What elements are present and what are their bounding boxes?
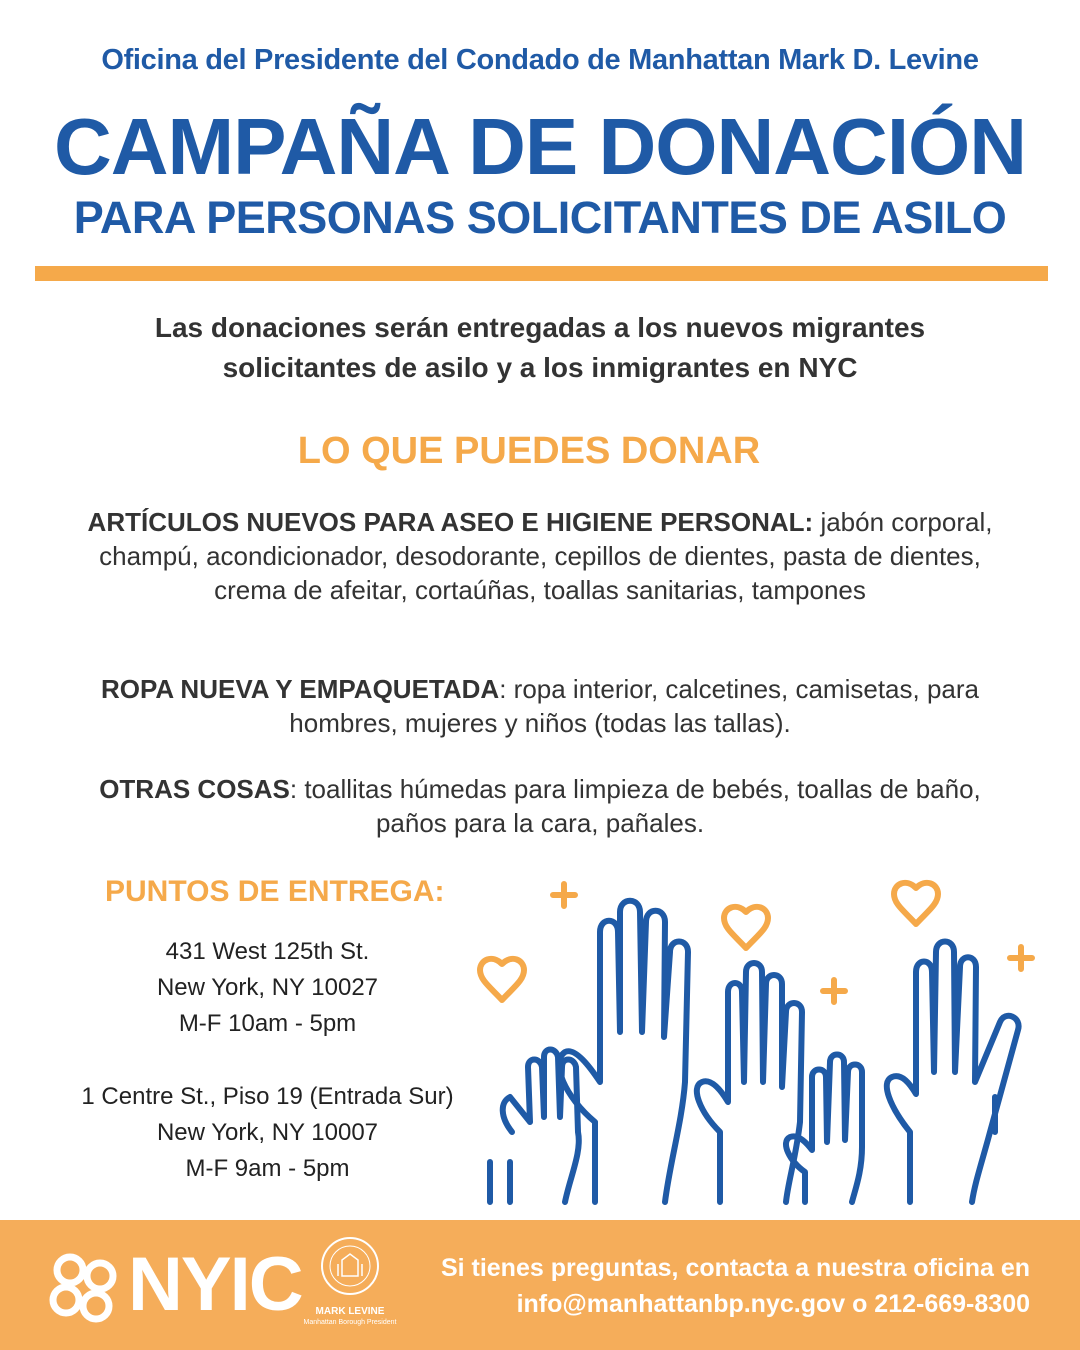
nyic-logo-text: NYIC bbox=[128, 1242, 302, 1327]
seal-title: Manhattan Borough President bbox=[303, 1319, 397, 1326]
donate-item-label: OTRAS COSAS bbox=[99, 774, 290, 804]
location-city: New York, NY 10027 bbox=[156, 974, 379, 1001]
location-city: New York, NY 10007 bbox=[156, 1119, 379, 1146]
donate-item-clothing bbox=[80, 672, 1000, 740]
donate-heading: LO QUE PUEDES DONAR bbox=[297, 430, 761, 472]
donate-item-text: jabón corporal, champú, acondicionador, desodorante, cepillos de dientes, pasta de dientes, crema de afeitar, cortaúñas, toallas sanitarias, tampones bbox=[99, 507, 993, 605]
contact-line-1: Si tienes preguntas, contacta a nuestra oficina en bbox=[440, 1254, 1030, 1282]
plus-icon bbox=[823, 980, 845, 1002]
nyic-logo-icon bbox=[44, 1248, 124, 1328]
intro-line-1: Las donaciones serán entregadas a los nuevos migrantes bbox=[154, 312, 926, 343]
heart-icon bbox=[480, 959, 524, 1000]
plus-icon bbox=[1010, 947, 1032, 969]
heart-icon bbox=[724, 907, 768, 948]
donate-item-label: ROPA NUEVA Y EMPAQUETADA bbox=[100, 674, 500, 704]
contact-email-phone[interactable]: info@manhattanbp.nyc.gov o 212-669-8300 bbox=[516, 1290, 1030, 1318]
donate-item-text: : ropa interior, calcetines, camisetas, para hombres, mujeres y niños (todas las tallas). bbox=[289, 674, 979, 738]
raised-hands-icon bbox=[470, 872, 1050, 1212]
intro-text bbox=[100, 308, 980, 388]
donate-item-label: ARTÍCULOS NUEVOS PARA ASEO E HIGIENE PERSONAL: bbox=[87, 507, 814, 537]
donate-item-text: : toallitas húmedas para limpieza de bebés, toallas de baño, paños para la cara, pañales. bbox=[289, 774, 981, 838]
office-name: Oficina del Presidente del Condado de Manhattan Mark D. Levine bbox=[101, 44, 979, 76]
borough-seal-icon bbox=[320, 1236, 380, 1296]
dropoff-location bbox=[60, 1079, 475, 1187]
orange-divider bbox=[35, 266, 1048, 281]
intro-line-2: solicitantes de asilo y a los inmigrantes en NYC bbox=[222, 352, 858, 383]
donate-item-hygiene bbox=[80, 505, 1000, 607]
location-street: 1 Centre St., Piso 19 (Entrada Sur) bbox=[81, 1083, 454, 1110]
seal-name: MARK LEVINE bbox=[315, 1306, 385, 1317]
page-title: CAMPAÑA DE DONACIÓN bbox=[53, 102, 1027, 191]
location-hours: M-F 10am - 5pm bbox=[178, 1010, 357, 1037]
heart-icon bbox=[894, 883, 938, 924]
dropoff-heading: PUNTOS DE ENTREGA: bbox=[105, 875, 445, 908]
plus-icon bbox=[553, 884, 575, 906]
donate-item-other bbox=[80, 772, 1000, 840]
page-subtitle: PARA PERSONAS SOLICITANTES DE ASILO bbox=[73, 192, 1007, 243]
contact-info bbox=[430, 1250, 1030, 1322]
location-hours: M-F 9am - 5pm bbox=[185, 1155, 350, 1182]
location-street: 431 West 125th St. bbox=[165, 938, 370, 965]
dropoff-location bbox=[60, 934, 475, 1042]
